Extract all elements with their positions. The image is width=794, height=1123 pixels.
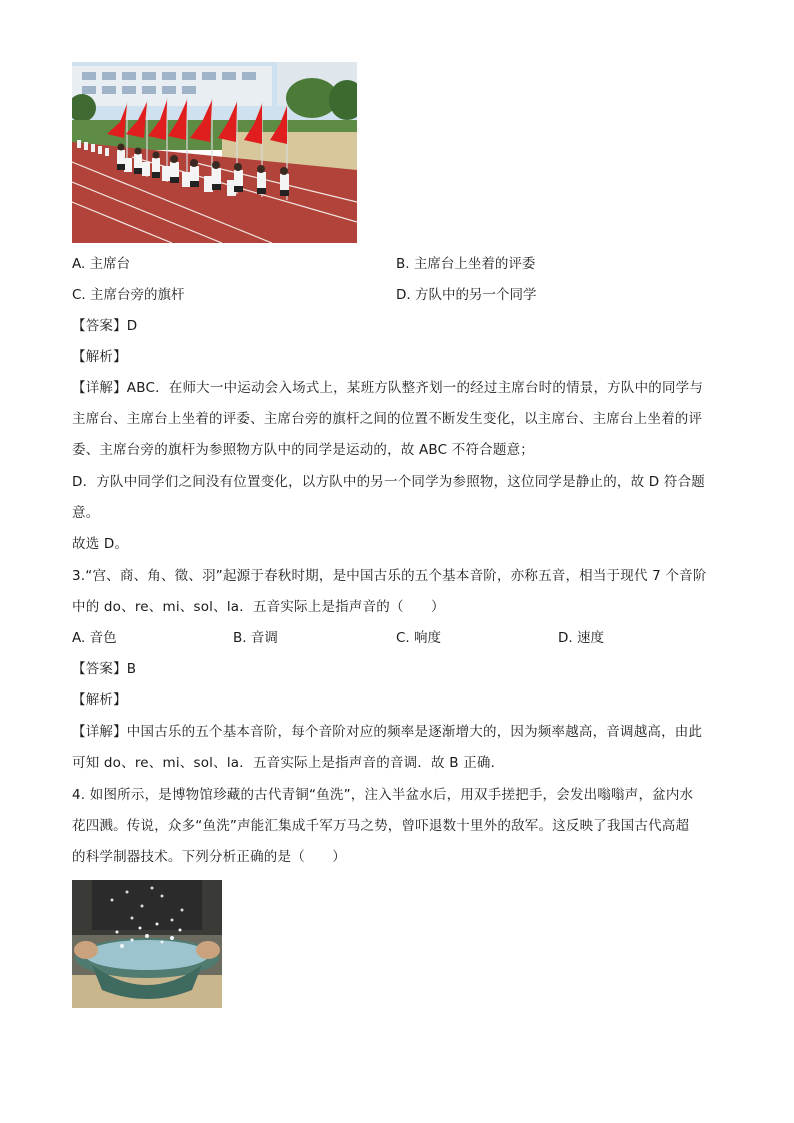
- q2-detail-line: 主席台、主席台上坐着的评委、主席台旁的旗杆之间的位置不断发生变化，以主席台、主席台上坐着的评: [72, 411, 703, 427]
- marching-team-photo: [72, 62, 357, 243]
- q3-stem-line: 中的 do、re、mi、sol、la．五音实际上是指声音的（ ）: [72, 599, 445, 615]
- q2-answer: 【答案】D: [72, 318, 138, 334]
- q3-option-c: C. 响度: [396, 630, 442, 646]
- q2-detail-line: D．方队中同学们之间没有位置变化，以方队中的另一个同学为参照物，这位同学是静止的，故 D 符合题: [72, 474, 705, 490]
- q2-detail-line: 【详解】ABC．在师大一中运动会入场式上，某班方队整齐划一的经过主席台时的情景，方队中的同学与: [72, 380, 704, 396]
- fish-basin-photo: [72, 880, 222, 1008]
- q3-option-a: A. 音色: [72, 630, 117, 646]
- q3-analysis-heading: 【解析】: [72, 692, 127, 708]
- q2-analysis-heading: 【解析】: [72, 349, 127, 365]
- q2-option-c: C. 主席台旁的旗杆: [72, 287, 185, 303]
- fish-basin-illustration: [72, 880, 222, 1008]
- q3-option-d: D. 速度: [558, 630, 604, 646]
- q2-option-a: A. 主席台: [72, 256, 131, 272]
- q3-answer: 【答案】B: [72, 661, 137, 677]
- q3-detail-line: 可知 do、re、mi、sol、la．五音实际上是指声音的音调．故 B 正确．: [72, 755, 505, 771]
- marching-team-illustration: [72, 62, 357, 243]
- q3-detail-line: 【详解】中国古乐的五个基本音阶，每个音阶对应的频率是逐渐增大的，因为频率越高，音调越高，由此: [72, 724, 703, 740]
- q4-stem-line: 花四溅。传说，众多“鱼洗”声能汇集成千军万马之势，曾吓退数十里外的敌军。这反映了我国古代高超: [72, 818, 690, 834]
- q2-option-b: B. 主席台上坐着的评委: [396, 256, 536, 272]
- q2-conclusion: 故选 D。: [72, 536, 129, 552]
- q4-stem-line: 4. 如图所示，是博物馆珍藏的古代青铜“鱼洗”，注入半盆水后，用双手搓把手，会发出嗡嗡声，盆内水: [72, 787, 694, 803]
- q3-stem-line: 3.“宫、商、角、徵、羽”起源于春秋时期，是中国古乐的五个基本音阶，亦称五音，相当于现代 7 个音阶: [72, 568, 707, 584]
- q2-detail-line: 委、主席台旁的旗杆为参照物方队中的同学是运动的，故 ABC 不符合题意；: [72, 442, 534, 458]
- q4-stem-line: 的科学制器技术。下列分析正确的是（ ）: [72, 849, 346, 865]
- q2-detail-line: 意。: [72, 505, 100, 521]
- q2-option-d: D. 方队中的另一个同学: [396, 287, 537, 303]
- q3-option-b: B. 音调: [233, 630, 278, 646]
